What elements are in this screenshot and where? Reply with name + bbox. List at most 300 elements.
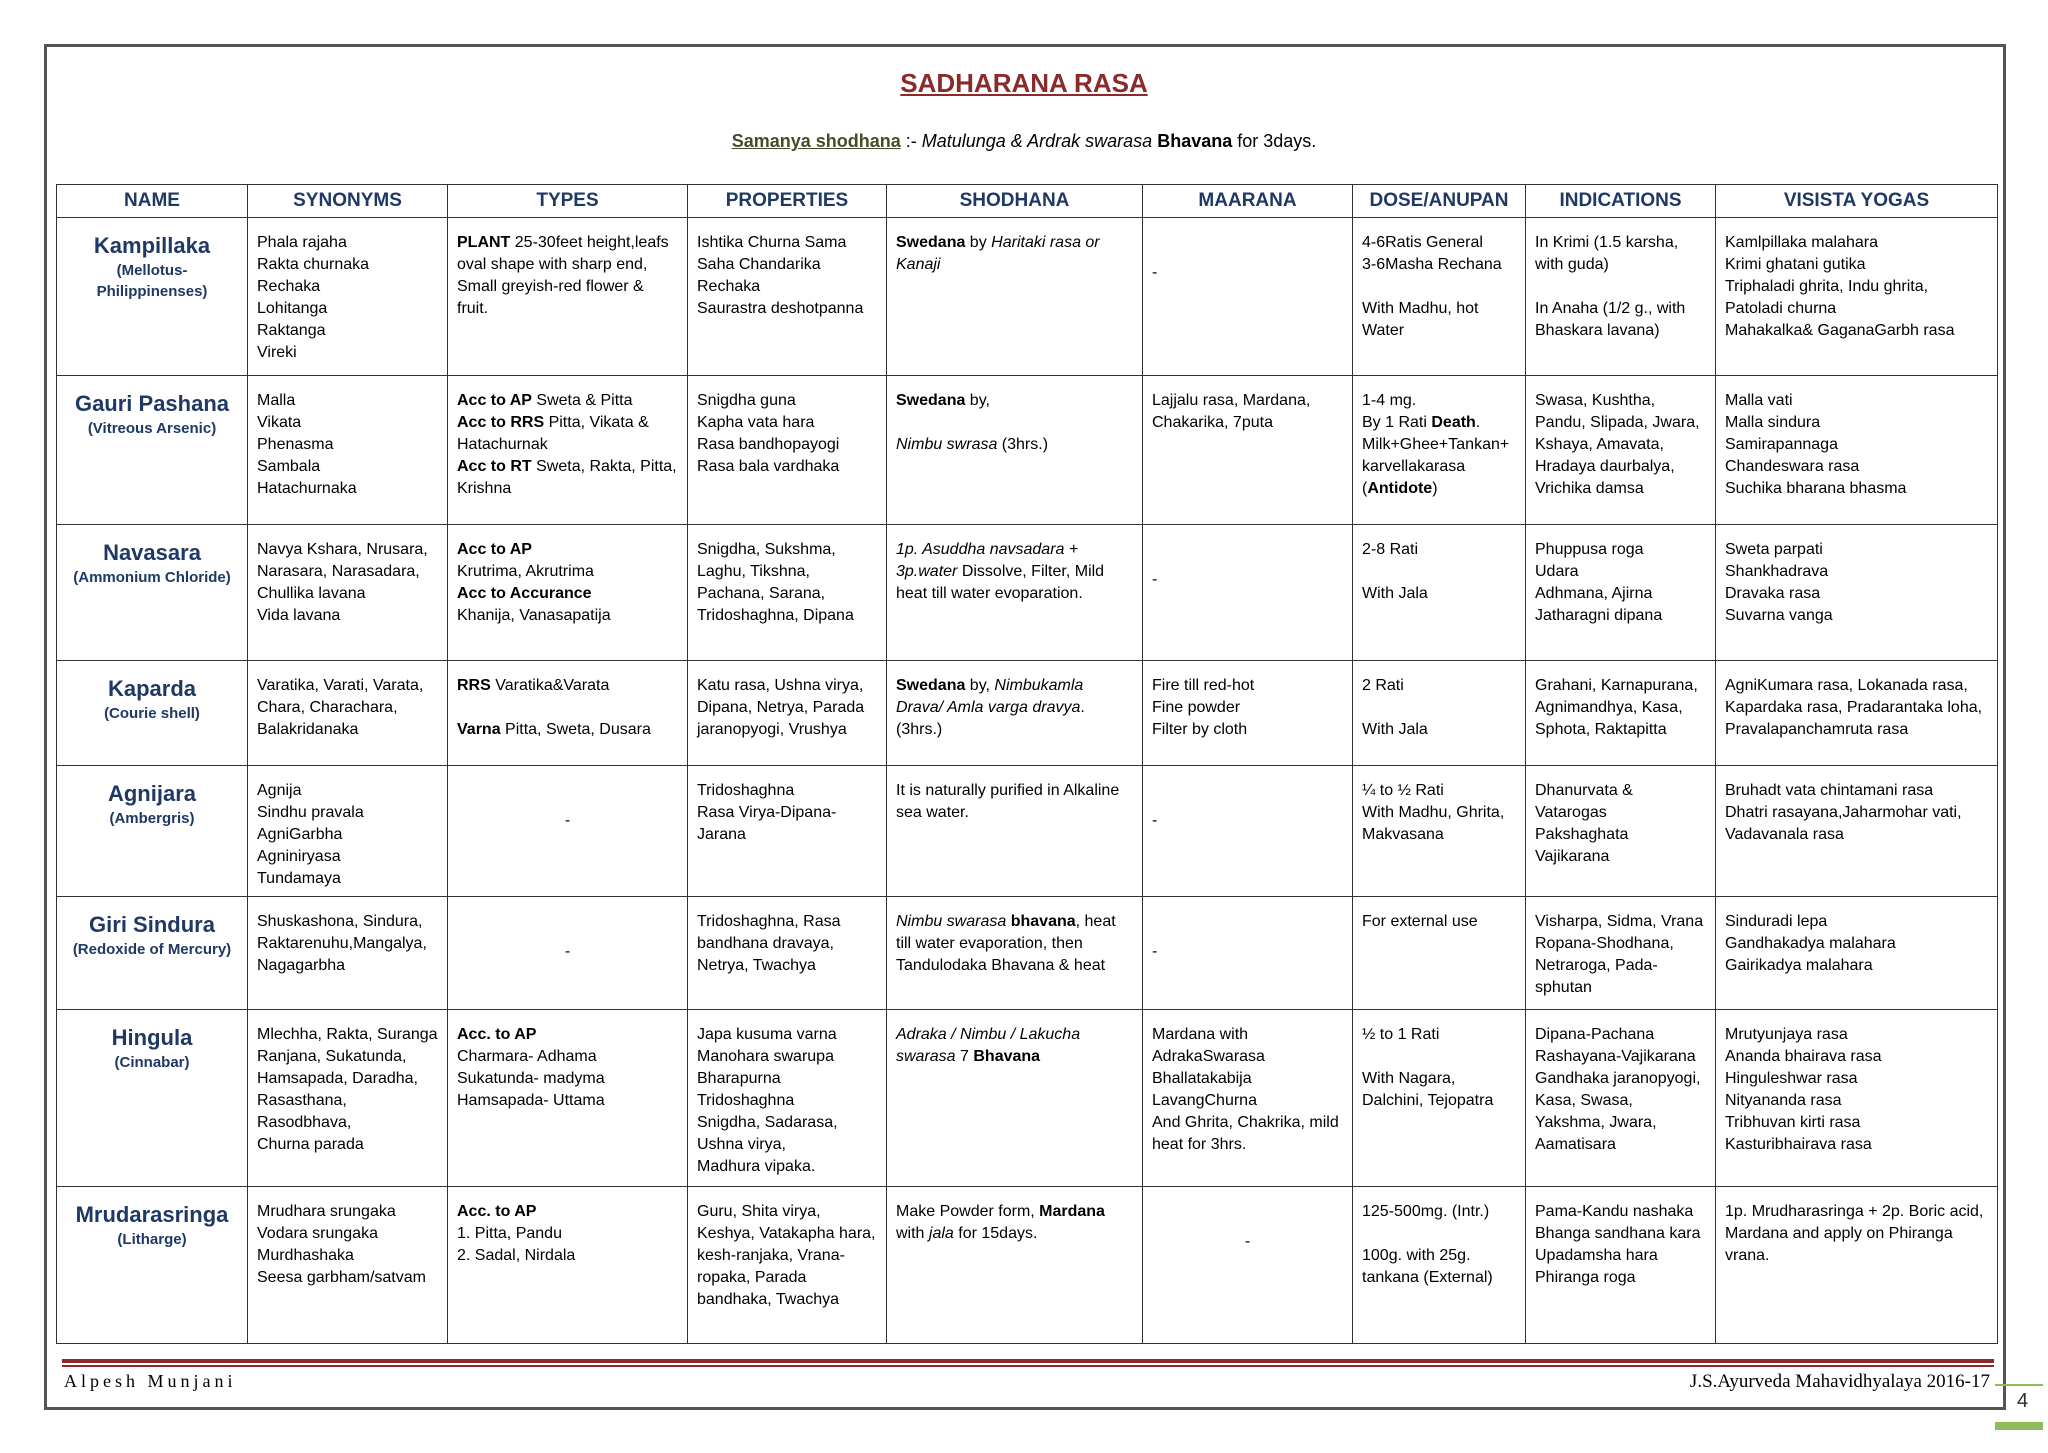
property: Snigdha, Sadarasa, Ushna virya, bbox=[697, 1114, 838, 1153]
sadharana-rasa-table bbox=[56, 184, 1998, 1344]
type-line bbox=[457, 605, 678, 627]
shodhana-text: Nimbu swarasa bbox=[896, 913, 1007, 930]
yoga: Dravaka rasa bbox=[1725, 585, 1821, 602]
dose: 3-6Masha Rechana bbox=[1362, 256, 1502, 273]
footer-rule-thin bbox=[62, 1365, 1994, 1367]
property: Snigdha guna bbox=[697, 392, 796, 409]
property: Ishtika Churna Sama bbox=[697, 234, 847, 251]
shodhana-text: Bhavana bbox=[973, 1048, 1041, 1065]
yoga: Patoladi churna bbox=[1725, 300, 1837, 317]
indication: Pakshaghata bbox=[1535, 826, 1629, 843]
type-text: Krutrima, Akrutrima bbox=[457, 563, 594, 580]
type-text: Acc to AP bbox=[457, 392, 532, 409]
type-line bbox=[457, 1223, 678, 1245]
substance-name: Gauri Pashana bbox=[74, 391, 230, 416]
yoga: Suchika bharana bhasma bbox=[1725, 480, 1907, 497]
dose: With Jala bbox=[1362, 585, 1428, 602]
type-text: Charmara- Adhama bbox=[457, 1048, 597, 1065]
yogas-cell bbox=[1716, 525, 1998, 661]
dose-line bbox=[1362, 390, 1516, 412]
indication: In Krimi (1.5 karsha, with guda) bbox=[1535, 234, 1679, 273]
shodhana-text: Mardana bbox=[1039, 1203, 1105, 1220]
types-cell bbox=[448, 661, 688, 766]
yoga: Shankhadrava bbox=[1725, 563, 1829, 580]
yoga: Bruhadt vata chintamani rasa bbox=[1725, 782, 1934, 799]
type-line bbox=[457, 232, 678, 320]
type-text: 25-30feet height,leafs oval shape with sharp end, Small greyish-red flower & fruit. bbox=[457, 234, 669, 317]
type-text: Sweta, Rakta, Pitta, Krishna bbox=[457, 458, 677, 497]
yoga: Ananda bhairava rasa bbox=[1725, 1048, 1882, 1065]
indications-cell bbox=[1526, 661, 1716, 766]
type-text: Acc. to AP bbox=[457, 1026, 537, 1043]
properties-cell bbox=[688, 1010, 887, 1187]
property: Snigdha, Sukshma, Laghu, Tikshna, Pachana, Sarana, Tridoshaghna, Dipana bbox=[697, 541, 854, 624]
shodhana-cell bbox=[887, 766, 1143, 897]
header-name: NAME bbox=[57, 185, 248, 218]
yoga: Tribhuvan kirti rasa bbox=[1725, 1114, 1861, 1131]
shodhana-cell bbox=[887, 661, 1143, 766]
dose: With Jala bbox=[1362, 721, 1428, 738]
synonyms-cell bbox=[248, 661, 448, 766]
synonym: Malla bbox=[257, 392, 296, 409]
shodhana-line bbox=[896, 412, 1133, 434]
dose: 125-500mg. (Intr.) bbox=[1362, 1203, 1490, 1220]
dose-text: Milk+Ghee+Tankan+ karvellakarasa bbox=[1362, 436, 1510, 475]
property: Kapha vata hara bbox=[697, 414, 815, 431]
subtitle-label: Samanya shodhana bbox=[731, 131, 901, 151]
type-line bbox=[457, 561, 678, 583]
shodhana-line bbox=[896, 1201, 1133, 1245]
synonyms-cell bbox=[248, 897, 448, 1010]
shodhana-text: (3hrs.) bbox=[997, 436, 1049, 453]
indications-cell bbox=[1526, 525, 1716, 661]
yogas-cell bbox=[1716, 218, 1998, 376]
shodhana-text: . (3hrs.) bbox=[896, 699, 1085, 738]
shodhana-cell bbox=[887, 525, 1143, 661]
indication: Udara bbox=[1535, 563, 1579, 580]
scientific-name: (Mellotus-Philippinenses) bbox=[96, 262, 208, 300]
type-line bbox=[457, 1201, 678, 1223]
shodhana-line bbox=[896, 434, 1133, 456]
dose-line bbox=[1362, 478, 1516, 500]
types-cell bbox=[448, 376, 688, 525]
types-cell bbox=[448, 897, 688, 1010]
indication: Phiranga roga bbox=[1535, 1269, 1636, 1286]
property: Tridoshaghna bbox=[697, 1092, 795, 1109]
synonym: Vireki bbox=[257, 344, 297, 361]
footer-rule bbox=[62, 1359, 1994, 1363]
scientific-name: (Vitreous Arsenic) bbox=[87, 420, 217, 437]
name-cell bbox=[57, 1010, 248, 1187]
synonym: Vida lavana bbox=[257, 607, 341, 624]
shodhana-text: Swedana bbox=[896, 677, 966, 694]
dose-gap bbox=[1362, 1046, 1516, 1068]
type-line bbox=[457, 675, 678, 697]
shodhana-line bbox=[896, 390, 1133, 412]
name-cell bbox=[57, 218, 248, 376]
dose-cell bbox=[1353, 218, 1526, 376]
property: Katu rasa, Ushna virya, Dipana, Netrya, Parada jaranopyogi, Vrushya bbox=[697, 677, 865, 738]
maarana-cell bbox=[1143, 661, 1353, 766]
page-number-bar bbox=[1995, 1422, 2043, 1430]
synonym: Vikata bbox=[257, 414, 302, 431]
yoga: Nityananda rasa bbox=[1725, 1092, 1842, 1109]
header-shodhana: SHODHANA bbox=[887, 185, 1143, 218]
name-cell bbox=[57, 1187, 248, 1344]
yoga: Chandeswara rasa bbox=[1725, 458, 1860, 475]
property: Guru, Shita virya, Keshya, Vatakapha hara, kesh-ranjaka, Vrana-ropaka, Parada bandhaka, Twachya bbox=[697, 1203, 876, 1308]
yoga: Sinduradi lepa bbox=[1725, 913, 1828, 930]
indication: Grahani, Karnapurana, Agnimandhya, Kasa, Sphota, Raktapitta bbox=[1535, 677, 1698, 738]
types-cell bbox=[448, 766, 688, 897]
yoga: Gairikadya malahara bbox=[1725, 957, 1873, 974]
shodhana-text: Swedana bbox=[896, 234, 966, 251]
property: Tridoshaghna, Rasa bandhana dravaya, Netrya, Twachya bbox=[697, 913, 841, 974]
page-subtitle bbox=[0, 131, 2048, 152]
shodhana-cell bbox=[887, 1010, 1143, 1187]
synonym: Hatachurnaka bbox=[257, 480, 357, 497]
substance-name: Kampillaka bbox=[93, 233, 211, 258]
name-cell bbox=[57, 766, 248, 897]
yoga: Samirapannaga bbox=[1725, 436, 1838, 453]
page-number: 4 bbox=[2017, 1390, 2029, 1412]
table-row bbox=[57, 1187, 1998, 1344]
maarana-dash: - bbox=[1152, 264, 1158, 281]
synonym: Rechaka bbox=[257, 278, 321, 295]
indications-cell bbox=[1526, 766, 1716, 897]
indication: Rashayana-Vajikarana bbox=[1535, 1048, 1696, 1065]
synonyms-cell bbox=[248, 1010, 448, 1187]
dose-cell bbox=[1353, 1187, 1526, 1344]
indications-cell bbox=[1526, 1187, 1716, 1344]
property: Rasa bandhopayogi bbox=[697, 436, 840, 453]
type-text: Acc to RRS bbox=[457, 414, 545, 431]
type-text: Varatika&Varata bbox=[490, 677, 610, 694]
property: Rasa bala vardhaka bbox=[697, 458, 840, 475]
indication: Upadamsha hara bbox=[1535, 1247, 1658, 1264]
footer-author: Alpesh Munjani bbox=[64, 1371, 237, 1391]
type-text: Sweta & Pitta bbox=[531, 392, 633, 409]
shodhana-line bbox=[896, 675, 1133, 741]
synonym: Phala rajaha bbox=[257, 234, 347, 251]
shodhana-text: for 15days. bbox=[953, 1225, 1038, 1242]
properties-cell bbox=[688, 525, 887, 661]
dose: With Madhu, Ghrita, Makvasana bbox=[1362, 804, 1505, 843]
header-indications: INDICATIONS bbox=[1526, 185, 1716, 218]
yogas-cell bbox=[1716, 661, 1998, 766]
shodhana-text: by, bbox=[965, 677, 995, 694]
type-text: Khanija, Vanasapatija bbox=[457, 607, 611, 624]
property: Madhura vipaka. bbox=[697, 1158, 816, 1175]
maarana-cell bbox=[1143, 218, 1353, 376]
synonym: Agniniryasa bbox=[257, 848, 341, 865]
type-line bbox=[457, 1090, 678, 1112]
dose-text: 1-4 mg. bbox=[1362, 392, 1417, 409]
synonym: Varatika, Varati, Varata, Chara, Charachara, Balakridanaka bbox=[257, 677, 424, 738]
shodhana-line bbox=[896, 539, 1133, 605]
type-text: Pitta, Vikata & Hatachurnak bbox=[457, 414, 649, 453]
type-text: Pitta, Sweta, Dusara bbox=[500, 721, 651, 738]
yoga: Hinguleshwar rasa bbox=[1725, 1070, 1858, 1087]
synonyms-cell bbox=[248, 525, 448, 661]
synonym: Phenasma bbox=[257, 436, 334, 453]
yoga: Krimi ghatani gutika bbox=[1725, 256, 1866, 273]
property: Manohara swarupa bbox=[697, 1048, 834, 1065]
property: Saha Chandarika bbox=[697, 256, 821, 273]
indication: Visharpa, Sidma, Vrana Ropana-Shodhana, Netraroga, Pada-sphutan bbox=[1535, 913, 1704, 996]
indication: Bhanga sandhana kara bbox=[1535, 1225, 1701, 1242]
dose-cell bbox=[1353, 766, 1526, 897]
yoga: AgniKumara rasa, Lokanada rasa, Kapardaka rasa, Pradarantaka loha, Pravalapanchamruta rasa bbox=[1725, 677, 1983, 738]
indications-cell bbox=[1526, 218, 1716, 376]
yoga: Triphaladi ghrita, Indu ghrita, bbox=[1725, 278, 1929, 295]
shodhana-text: Nimbu swrasa bbox=[896, 436, 998, 453]
type-line bbox=[457, 390, 678, 412]
synonym: Sindhu pravala bbox=[257, 804, 364, 821]
shodhana-text: jala bbox=[928, 1225, 954, 1242]
yogas-cell bbox=[1716, 897, 1998, 1010]
header-row bbox=[57, 185, 1998, 218]
table-row bbox=[57, 897, 1998, 1010]
header-synonyms: SYNONYMS bbox=[248, 185, 448, 218]
dose-cell bbox=[1353, 1010, 1526, 1187]
shodhana-text: Swedana bbox=[896, 392, 966, 409]
shodhana-text: by bbox=[965, 234, 992, 251]
dose: ½ to 1 Rati bbox=[1362, 1026, 1440, 1043]
indication: Pama-Kandu nashaka bbox=[1535, 1203, 1694, 1220]
maarana-cell bbox=[1143, 897, 1353, 1010]
header-dose: DOSE/ANUPAN bbox=[1353, 185, 1526, 218]
substance-name: Agnijara bbox=[107, 781, 197, 806]
type-text: Sukatunda- madyma bbox=[457, 1070, 605, 1087]
table-row bbox=[57, 525, 1998, 661]
footer-institution: J.S.Ayurveda Mahavidhyalaya 2016-17 bbox=[1689, 1371, 1990, 1392]
type-line bbox=[457, 1245, 678, 1267]
type-line bbox=[457, 719, 678, 741]
dose: With Madhu, hot Water bbox=[1362, 300, 1479, 339]
maarana-text: Lajjalu rasa, Mardana, Chakarika, 7puta bbox=[1152, 392, 1311, 431]
type-line bbox=[457, 1024, 678, 1046]
dose-line bbox=[1362, 434, 1516, 478]
dose-text: Antidote bbox=[1367, 480, 1433, 497]
synonym: Sambala bbox=[257, 458, 321, 475]
type-text: Acc to Accurance bbox=[457, 585, 592, 602]
types-dash: - bbox=[564, 943, 571, 960]
yoga: Malla sindura bbox=[1725, 414, 1821, 431]
shodhana-line bbox=[896, 232, 1133, 276]
indication: Phuppusa roga bbox=[1535, 541, 1644, 558]
properties-cell bbox=[688, 766, 887, 897]
types-cell bbox=[448, 1187, 688, 1344]
name-cell bbox=[57, 525, 248, 661]
shodhana-text: , heat till water evaporation, then Tandulodaka Bhavana & heat bbox=[896, 913, 1116, 974]
shodhana-cell bbox=[887, 376, 1143, 525]
maarana-cell bbox=[1143, 766, 1353, 897]
shodhana-text: Adraka / Nimbu / Lakucha swarasa bbox=[896, 1026, 1081, 1065]
types-cell bbox=[448, 525, 688, 661]
dose: 100g. with 25g. tankana (External) bbox=[1362, 1247, 1493, 1286]
shodhana-text: bhavana bbox=[1010, 913, 1076, 930]
shodhana-text: 7 bbox=[955, 1048, 974, 1065]
scientific-name: (Ambergris) bbox=[109, 810, 195, 827]
yoga: Mahakalka& GaganaGarbh rasa bbox=[1725, 322, 1955, 339]
type-line bbox=[457, 456, 678, 500]
dose-text: By 1 Rati bbox=[1362, 414, 1432, 431]
synonym: AgniGarbha bbox=[257, 826, 343, 843]
type-text: Acc to RT bbox=[457, 458, 532, 475]
shodhana-line bbox=[896, 780, 1133, 824]
indications-cell bbox=[1526, 376, 1716, 525]
dose-cell bbox=[1353, 525, 1526, 661]
maarana-dash: - bbox=[1152, 812, 1158, 829]
yoga: Malla vati bbox=[1725, 392, 1793, 409]
dose-gap bbox=[1362, 561, 1516, 583]
shodhana-line bbox=[896, 911, 1133, 977]
shodhana-text: Make Powder form, bbox=[896, 1203, 1040, 1220]
property: Bharapurna bbox=[697, 1070, 781, 1087]
type-text: Varna bbox=[457, 721, 501, 738]
subtitle-tail: for 3days. bbox=[1232, 131, 1317, 151]
header-properties: PROPERTIES bbox=[688, 185, 887, 218]
type-text: Acc. to AP bbox=[457, 1203, 537, 1220]
yogas-cell bbox=[1716, 1187, 1998, 1344]
properties-cell bbox=[688, 897, 887, 1010]
indication: Swasa, Kushtha, Pandu, Slipada, Jwara, Kshaya, Amavata, Hradaya daurbalya, Vrichika damsa bbox=[1535, 392, 1700, 497]
indication: Dhanurvata & Vatarogas bbox=[1535, 782, 1633, 821]
dose-text: Death bbox=[1431, 414, 1476, 431]
substance-name: Mrudarasringa bbox=[75, 1202, 229, 1227]
property: Tridoshaghna bbox=[697, 782, 795, 799]
synonym: Murdhashaka bbox=[257, 1247, 354, 1264]
properties-cell bbox=[688, 218, 887, 376]
property: Rechaka bbox=[697, 278, 761, 295]
synonym: Tundamaya bbox=[257, 870, 341, 887]
header-maarana: MAARANA bbox=[1143, 185, 1353, 218]
scientific-name: (Litharge) bbox=[117, 1231, 187, 1248]
synonyms-cell bbox=[248, 1187, 448, 1344]
shodhana-text: with bbox=[896, 1225, 929, 1242]
shodhana-text: Nimbukamla Drava/ Amla varga dravya bbox=[896, 677, 1084, 716]
synonym: Raktanga bbox=[257, 322, 326, 339]
indication: Vajikarana bbox=[1535, 848, 1610, 865]
yoga: Kamlpillaka malahara bbox=[1725, 234, 1878, 251]
scientific-name: (Courie shell) bbox=[104, 705, 200, 722]
type-text: Hamsapada- Uttama bbox=[457, 1092, 605, 1109]
dose-text: . bbox=[1475, 414, 1481, 431]
yoga: 1p. Mrudharasringa + 2p. Boric acid, Mardana and apply on Phiranga vrana. bbox=[1725, 1203, 1984, 1264]
type-line bbox=[457, 1046, 678, 1068]
substance-name: Navasara bbox=[103, 540, 201, 565]
yoga: Mrutyunjaya rasa bbox=[1725, 1026, 1848, 1043]
shodhana-line bbox=[896, 1024, 1133, 1068]
maarana-cell bbox=[1143, 1187, 1353, 1344]
yogas-cell bbox=[1716, 1010, 1998, 1187]
types-cell bbox=[448, 218, 688, 376]
name-cell bbox=[57, 897, 248, 1010]
type-line bbox=[457, 697, 678, 719]
indications-cell bbox=[1526, 897, 1716, 1010]
maarana-cell bbox=[1143, 525, 1353, 661]
maarana-dash: - bbox=[1244, 1233, 1251, 1250]
type-text: RRS bbox=[457, 677, 491, 694]
synonym: Seesa garbham/satvam bbox=[257, 1269, 426, 1286]
dose-gap bbox=[1362, 1223, 1516, 1245]
synonym: Rakta churnaka bbox=[257, 256, 370, 273]
indication: Jatharagni dipana bbox=[1535, 607, 1663, 624]
table-row bbox=[57, 1010, 1998, 1187]
dose-cell bbox=[1353, 661, 1526, 766]
synonym: Churna parada bbox=[257, 1136, 364, 1153]
type-text: PLANT bbox=[457, 234, 511, 251]
yoga: Gandhakadya malahara bbox=[1725, 935, 1896, 952]
synonym: Lohitanga bbox=[257, 300, 328, 317]
property: Saurastra deshotpanna bbox=[697, 300, 864, 317]
shodhana-cell bbox=[887, 1187, 1143, 1344]
type-text: Acc to AP bbox=[457, 541, 532, 558]
substance-name: Kaparda bbox=[107, 676, 197, 701]
type-line bbox=[457, 1068, 678, 1090]
dose: For external use bbox=[1362, 913, 1478, 930]
shodhana-text: Dissolve, Filter, Mild heat till water evoparation. bbox=[896, 563, 1105, 602]
page-title: SADHARANA RASA bbox=[900, 68, 1148, 98]
synonyms-cell bbox=[248, 766, 448, 897]
synonym: Agnija bbox=[257, 782, 302, 799]
types-cell bbox=[448, 1010, 688, 1187]
maarana-cell bbox=[1143, 1010, 1353, 1187]
header-types: TYPES bbox=[448, 185, 688, 218]
types-dash: - bbox=[564, 812, 571, 829]
shodhana-text: 1p. Asuddha navsadara + 3p.water bbox=[896, 541, 1079, 580]
properties-cell bbox=[688, 661, 887, 766]
maarana-dash: - bbox=[1152, 571, 1158, 588]
indications-cell bbox=[1526, 1010, 1716, 1187]
dose-cell bbox=[1353, 376, 1526, 525]
subtitle-sep: :- bbox=[900, 131, 922, 151]
indication-gap bbox=[1535, 276, 1706, 298]
yoga: Kasturibhairava rasa bbox=[1725, 1136, 1872, 1153]
dose-gap bbox=[1362, 697, 1516, 719]
subtitle-bold: Bhavana bbox=[1152, 131, 1233, 151]
type-line bbox=[457, 412, 678, 456]
dose: 2 Rati bbox=[1362, 677, 1404, 694]
dose-line bbox=[1362, 412, 1516, 434]
synonym: Vodara srungaka bbox=[257, 1225, 378, 1242]
synonym: Mrudhara srungaka bbox=[257, 1203, 396, 1220]
header-yogas: VISISTA YOGAS bbox=[1716, 185, 1998, 218]
yogas-cell bbox=[1716, 376, 1998, 525]
properties-cell bbox=[688, 1187, 887, 1344]
shodhana-cell bbox=[887, 218, 1143, 376]
type-text: 2. Sadal, Nirdala bbox=[457, 1247, 576, 1264]
yogas-cell bbox=[1716, 766, 1998, 897]
shodhana-cell bbox=[887, 897, 1143, 1010]
table-row bbox=[57, 661, 1998, 766]
synonym: Mlechha, Rakta, Suranga bbox=[257, 1026, 438, 1043]
synonyms-cell bbox=[248, 218, 448, 376]
name-cell bbox=[57, 376, 248, 525]
yoga: Suvarna vanga bbox=[1725, 607, 1833, 624]
shodhana-text: Haritaki rasa or Kanaji bbox=[896, 234, 1100, 273]
yoga: Sweta parpati bbox=[1725, 541, 1823, 558]
synonym: Navya Kshara, Nrusara, Narasara, Narasadara, Chullika lavana bbox=[257, 541, 428, 602]
dose: 2-8 Rati bbox=[1362, 541, 1419, 558]
maarana-cell bbox=[1143, 376, 1353, 525]
name-cell bbox=[57, 661, 248, 766]
table-row bbox=[57, 376, 1998, 525]
dose-text: ( bbox=[1362, 480, 1368, 497]
property: Rasa Virya-Dipana-Jarana bbox=[697, 804, 837, 843]
dose-text: ) bbox=[1432, 480, 1438, 497]
